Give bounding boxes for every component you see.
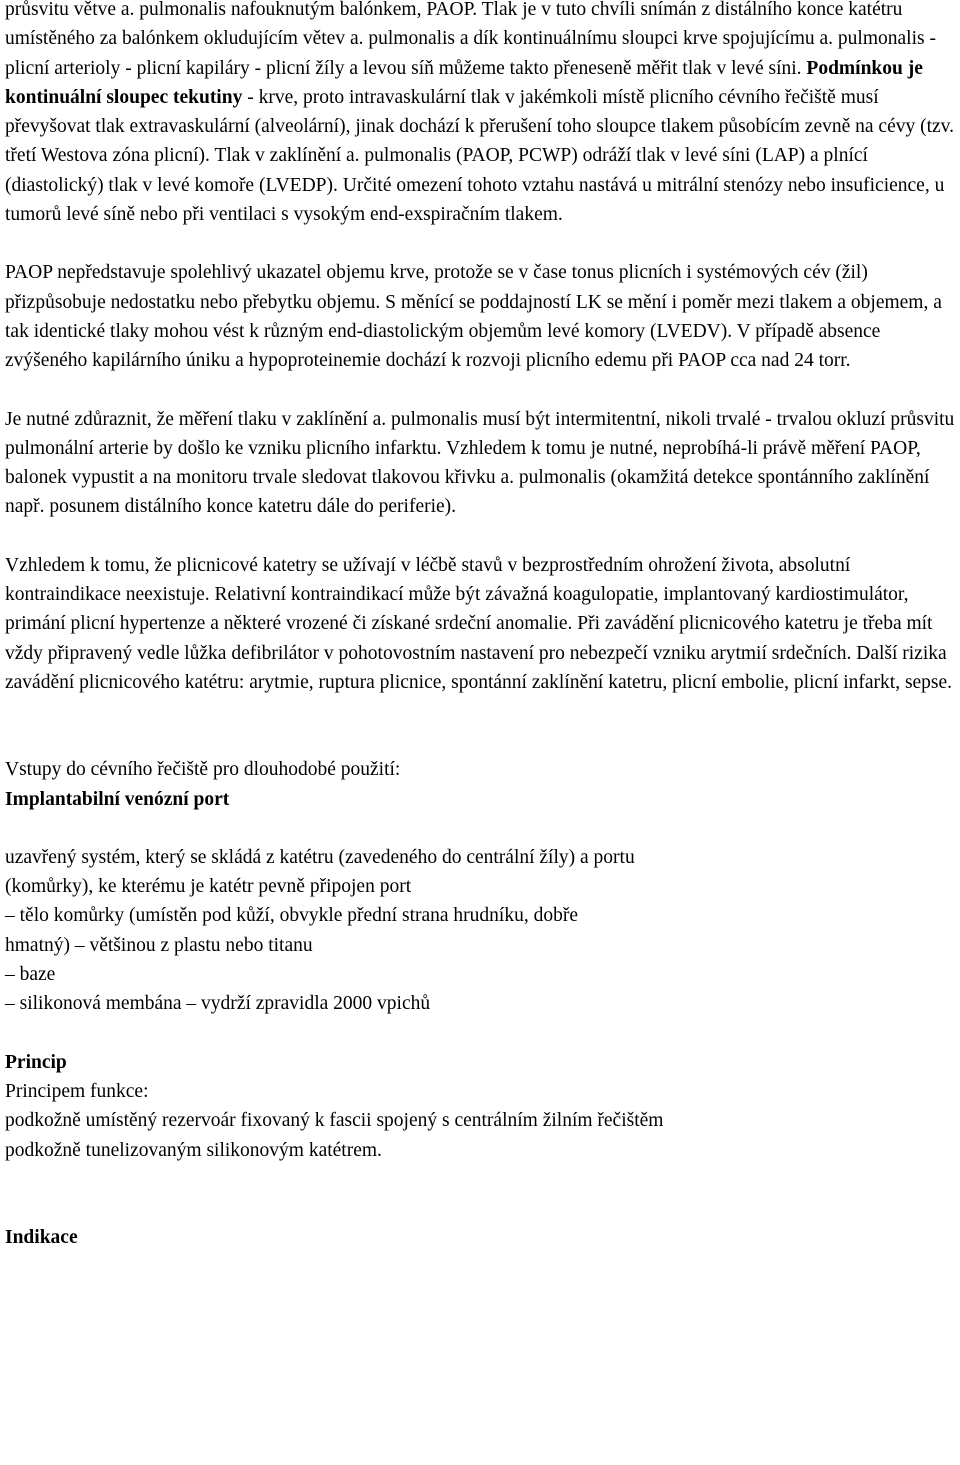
- heading-text: Implantabilní venózní port: [5, 788, 230, 810]
- indikace-heading: [5, 1223, 960, 1252]
- princip-line: podkožně umístěný rezervoár fixovaný k fascii spojený s centrálním žilním řečištěm: [5, 1110, 664, 1132]
- section-heading-port: [5, 785, 960, 814]
- paragraph-paop-measurement: [5, 0, 960, 229]
- port-line: – baze: [5, 964, 56, 986]
- port-description: [5, 843, 960, 1019]
- paragraph-text: - krve, proto intravaskulární tlak v jakémkoli místě plicního cévního řečiště musí převyšovat tlak extravaskulární (alveolární), jinak dochází k přerušení toho sloupce tlakem působícím zevně na cévy (tzv. třetí Westova zóna plicní). Tlak v zaklínění a. pulmonalis (PAOP, PCWP) odráží tlak v levé síni (LAP) a plnící (diastolický) tlak v levé komoře (LVEDP). Určité omezení tohoto vztahu nastává u mitrální stenózy nebo insuficience, u tumorů levé síně nebo při ventilaci s vysokým end-exspiračním tlakem.: [5, 86, 955, 226]
- port-line: hmatný) – většinou z plastu nebo titanu: [5, 934, 313, 956]
- document-page: [5, 0, 960, 1252]
- paragraph-paop-reliability: PAOP nepředstavuje spolehlivý ukazatel objemu krve, protože se v čase tonus plicních i systémových cév (žil) přizpůsobuje nedostatku nebo přebytku objemu. S měnící se poddajností LK se mění i poměr mezi tlakem a objemem, a tak identické tlaky mohou vést k různým end-diastolickým objemům levé komory (LVEDV). V případě absence zvýšeného kapilárního úniku a hypoproteinemie dochází k rozvoji plicního edemu při PAOP cca nad 24 torr.: [5, 262, 942, 372]
- port-line: (komůrky), ke kterému je katétr pevně připojen port: [5, 876, 412, 898]
- princip-heading: [5, 1048, 960, 1077]
- paragraph-intermittent-measurement: Je nutné zdůraznit, že měření tlaku v zaklínění a. pulmonalis musí být intermitentní, nikoli trvalé - trvalou okluzí průsvitu pulmonální arterie by došlo ke vzniku plicního infarktu. Vzhledem k tomu je nutné, neprobíhá-li právě měření PAOP, balonek vypustit a na monitoru trvale sledovat tlakovou křivku a. pulmonalis (okamžitá detekce spontánního zaklínění např. posunem distálního konce katetru dále do periferie).: [5, 408, 955, 518]
- paragraph-text: průsvitu větve a. pulmonalis nafouknutým balónkem, PAOP. Tlak je v tuto chvíli snímán z distálního konce katétru umístěného za balónkem okludujícím větev a. pulmonalis a dík kontinuálnímu sloupci krve spojujícímu a. pulmonalis - plicní arterioly - plicní kapiláry - plicní žíly a levou síň můžeme takto přeneseně měřit tlak v levé síni.: [5, 0, 936, 79]
- princip-description: [5, 1106, 960, 1165]
- bold-emphasis: Podmínkou je kontinuální sloupec tekutiny: [5, 57, 923, 108]
- port-line: – silikonová membána – vydrží zpravidla 2000 vpichů: [5, 993, 431, 1015]
- heading-text: Princip: [5, 1051, 67, 1073]
- princip-label: Principem funkce:: [5, 1080, 149, 1102]
- section-intro: Vstupy do cévního řečiště pro dlouhodobé použití:: [5, 759, 401, 781]
- port-line: – tělo komůrky (umístěn pod kůží, obvykle přední strana hrudníku, dobře: [5, 905, 578, 927]
- paragraph-contraindications: Vzhledem k tomu, že plicnicové katetry se užívají v léčbě stavů v bezprostředním ohrožení života, absolutní kontraindikace neexistuje. Relativní kontraindikací může být závažná koagulopatie, implantovaný kardiostimulátor, primání plicní hypertenze a některé vrozené či získané srdeční anomalie. Při zavádění plicnicového katetru je třeba mít vždy připravený vedle lůžka defibrilátor v pohotovostním nastavení pro nebezpečí vzniku arytmií srdečních. Další rizika zavádění plicnicového katétru: arytmie, ruptura plicnice, spontánní zaklínění katetru, plicní embolie, plicní infarkt, sepse.: [5, 554, 953, 693]
- heading-text: Indikace: [5, 1226, 78, 1248]
- port-line: uzavřený systém, který se skládá z katétru (zavedeného do centrální žíly) a portu: [5, 846, 635, 868]
- princip-line: podkožně tunelizovaným silikonovým katétrem.: [5, 1139, 382, 1161]
